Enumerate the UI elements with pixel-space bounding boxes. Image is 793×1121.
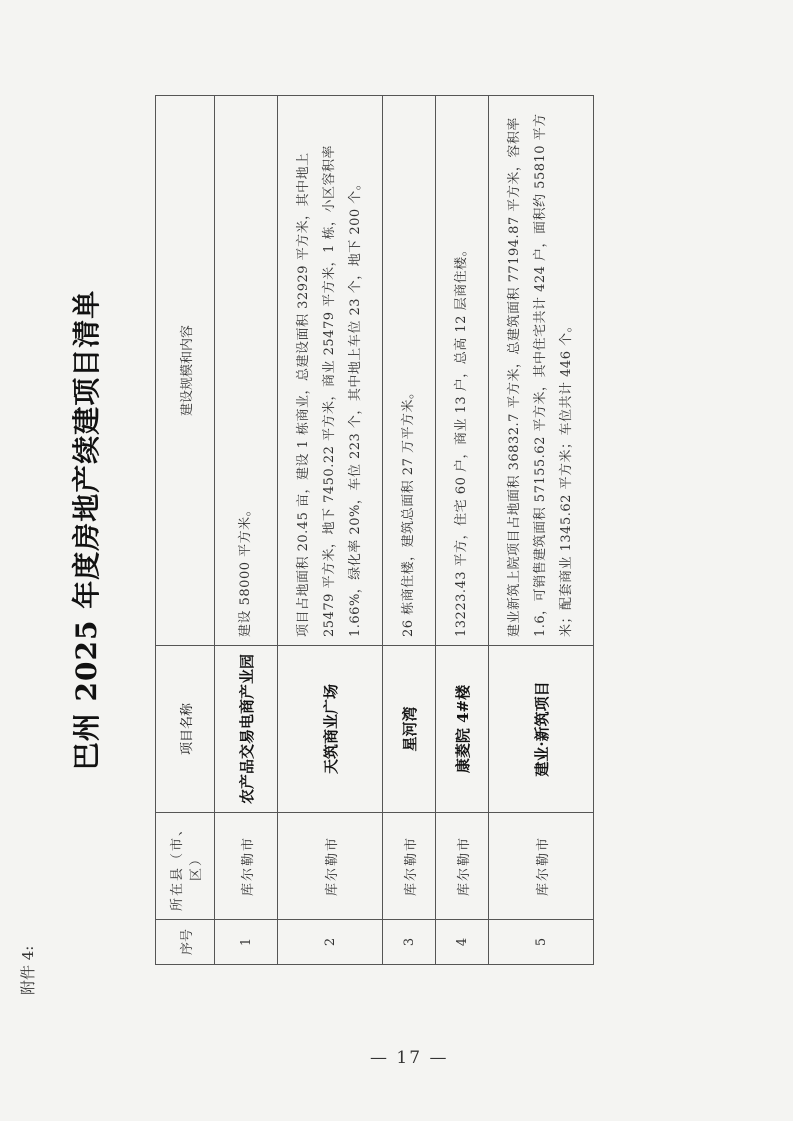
row-content: 13223.43 平方，住宅 60 户，商业 13 户，总高 12 层商住楼。 <box>436 96 489 646</box>
row-no: 3 <box>383 920 436 965</box>
table-row <box>436 96 489 965</box>
row-project-name: 农产品交易电商产业园 <box>215 646 278 813</box>
row-project-name: 建业·新筑项目 <box>489 646 594 813</box>
table-row <box>215 96 278 965</box>
row-county: 库尔勒市 <box>489 813 594 920</box>
header-content: 建设规模和内容 <box>156 96 215 646</box>
row-content: 建业新筑上院项目占地面积 36832.7 平方米，总建筑面积 77194.87 平方米，容积率 1.6，可销售建筑面积 57155.62 平方米，其中住宅共计 424 户，面积约 55810 平方米；配套商业 1345.62 平方米；车位共计 446 个。 <box>489 96 594 646</box>
row-no: 2 <box>278 920 383 965</box>
table-row <box>383 96 436 965</box>
row-county: 库尔勒市 <box>436 813 489 920</box>
row-content: 建设 58000 平方米。 <box>215 96 278 646</box>
header-no: 序号 <box>156 920 215 965</box>
row-county: 库尔勒市 <box>215 813 278 920</box>
row-no: 1 <box>215 920 278 965</box>
row-project-name: 天筑商业广场 <box>278 646 383 813</box>
row-no: 5 <box>489 920 594 965</box>
header-county: 所在县（市、区） <box>156 813 215 920</box>
attachment-label: 附件 4: <box>19 945 37 995</box>
row-no: 4 <box>436 920 489 965</box>
row-county: 库尔勒市 <box>383 813 436 920</box>
page-title: 巴州 2025 年度房地产续建项目清单 <box>70 289 103 771</box>
row-project-name: 康菱院 4#楼 <box>436 646 489 813</box>
table-row <box>489 96 594 965</box>
header-name: 项目名称 <box>156 646 215 813</box>
table-row <box>278 96 383 965</box>
rotated-page-content <box>0 55 737 1005</box>
row-project-name: 星河湾 <box>383 646 436 813</box>
row-content: 项目占地面积 20.45 亩，建设 1 栋商业，总建设面积 32929 平方米，其中地上 25479 平方米，地下 7450.22 平方米，商业 25479 平方米，1 栋，小区容积率 1.66%，绿化率 20%，车位 223 个，其中地上车位 23 个，地下 200 个。 <box>278 96 383 646</box>
row-county: 库尔勒市 <box>278 813 383 920</box>
page-number: — 17 — <box>370 1048 449 1068</box>
row-content: 26 栋商住楼，建筑总面积 27 万平方米。 <box>383 96 436 646</box>
table-header-row <box>156 96 215 965</box>
project-table <box>155 95 594 965</box>
